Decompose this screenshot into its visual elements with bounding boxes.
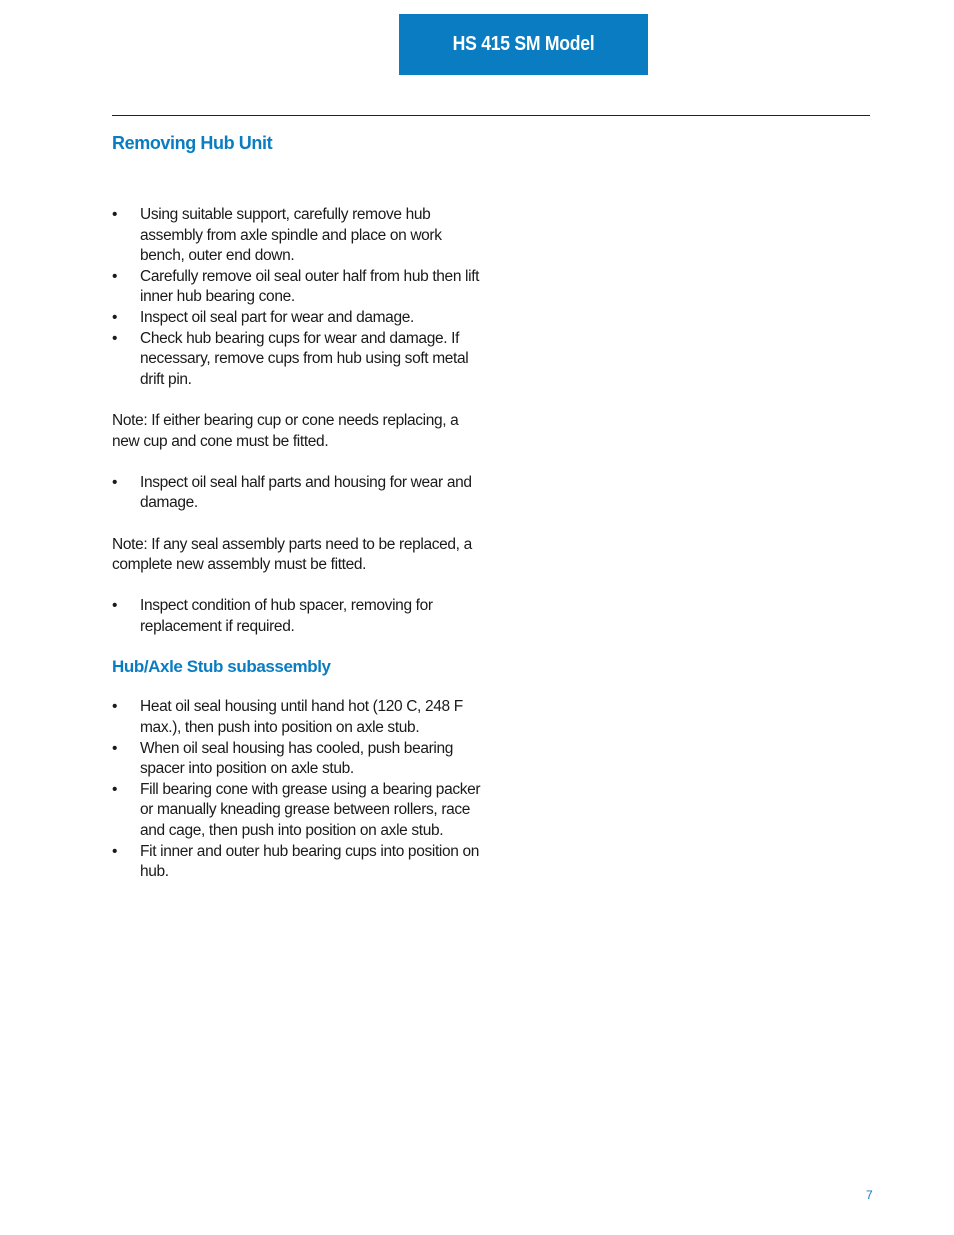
list-item: • Check hub bearing cups for wear and damage. If necessary, remove cups from hub using soft metal drift pin. bbox=[112, 329, 482, 391]
page-number: 7 bbox=[866, 1188, 873, 1202]
model-title: HS 415 SM Model bbox=[452, 33, 595, 55]
section-title-hub-axle-stub-subassembly: Hub/Axle Stub subassembly bbox=[112, 657, 331, 677]
header-tab bbox=[399, 14, 648, 75]
section-title-removing-hub-unit: Removing Hub Unit bbox=[112, 133, 273, 153]
subassembly-steps-list bbox=[112, 697, 482, 882]
page-content bbox=[112, 130, 482, 883]
inspect-spacer-list bbox=[112, 596, 482, 637]
list-item: • When oil seal housing has cooled, push bearing spacer into position on axle stub. bbox=[112, 739, 482, 780]
header-divider bbox=[112, 115, 870, 116]
list-item: • Fill bearing cone with grease using a bearing packer or manually kneading grease between rollers, race and cage, then push into position on axle stub. bbox=[112, 780, 482, 842]
list-item: • Using suitable support, carefully remove hub assembly from axle spindle and place on work bench, outer end down. bbox=[112, 205, 482, 267]
list-item: • Heat oil seal housing until hand hot (120 C, 248 F max.), then push into position on axle stub. bbox=[112, 697, 482, 738]
note-seal-assembly: Note: If any seal assembly parts need to be replaced, a complete new assembly must be fitted. bbox=[112, 535, 472, 574]
list-item: • Inspect condition of hub spacer, removing for replacement if required. bbox=[112, 596, 482, 637]
list-item: • Inspect oil seal part for wear and damage. bbox=[112, 308, 482, 329]
removing-steps-list bbox=[112, 205, 482, 390]
note-bearing-replacement: Note: If either bearing cup or cone needs replacing, a new cup and cone must be fitted. bbox=[112, 411, 459, 450]
list-item: • Fit inner and outer hub bearing cups into position on hub. bbox=[112, 842, 482, 883]
inspect-seal-list bbox=[112, 473, 482, 514]
list-item: • Inspect oil seal half parts and housing for wear and damage. bbox=[112, 473, 482, 514]
list-item: • Carefully remove oil seal outer half from hub then lift inner hub bearing cone. bbox=[112, 267, 482, 308]
